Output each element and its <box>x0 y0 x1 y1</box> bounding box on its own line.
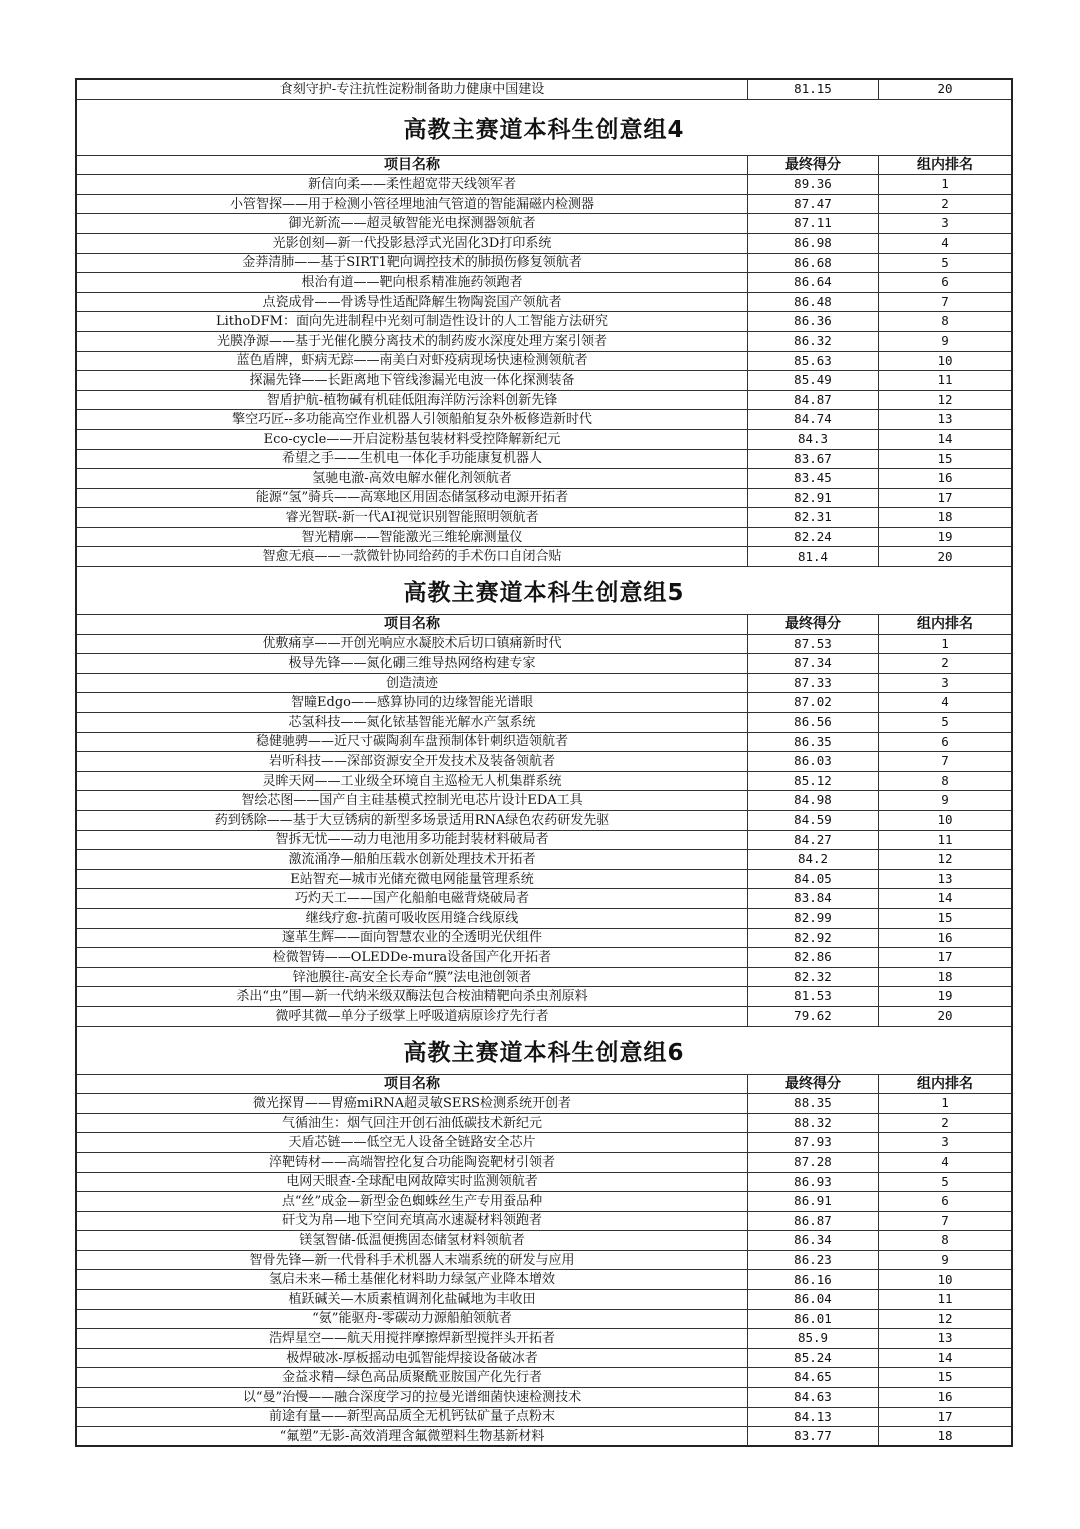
score-cell: 87.53 <box>747 635 878 654</box>
score-cell: 86.68 <box>747 254 878 273</box>
score-cell: 81.53 <box>747 987 878 1006</box>
score-cell: 86.56 <box>747 713 878 732</box>
rank-cell: 9 <box>878 1251 1011 1270</box>
header-project-name: 项目名称 <box>384 156 440 173</box>
rank-cell: 3 <box>878 674 1011 693</box>
table-row <box>77 948 1011 968</box>
rank-cell: 15 <box>878 450 1011 469</box>
table-row <box>77 772 1011 792</box>
table-row <box>77 752 1011 772</box>
rank-cell: 1 <box>878 635 1011 654</box>
group-section <box>77 100 1011 567</box>
project-name-cell: 淬靶铸材——高端智控化复合功能陶瓷靶材引领者 <box>268 1154 555 1170</box>
score-cell: 85.49 <box>747 371 878 390</box>
score-cell: 84.65 <box>747 1368 878 1387</box>
table-row <box>77 234 1011 254</box>
rank-cell: 17 <box>878 948 1011 967</box>
table-row <box>77 450 1011 470</box>
project-name-cell: 智光精廓——智能激光三维轮廓测量仪 <box>301 529 523 545</box>
project-name-cell: 继线疗愈-抗菌可吸收医用缝合线原线 <box>305 910 519 926</box>
rank-cell: 11 <box>878 371 1011 390</box>
project-name-cell: 优敷痛享——开创光响应水凝胶术后切口镇痛新时代 <box>262 636 562 652</box>
project-name-cell: 氢驰电澈-高效电解水催化剂领航者 <box>312 470 512 486</box>
score-cell: 86.64 <box>747 273 878 292</box>
rank-cell: 15 <box>878 909 1011 928</box>
rank-cell: 6 <box>878 1192 1011 1211</box>
rank-cell: 12 <box>878 850 1011 869</box>
project-name-cell: 新信向柔——柔性超宽带天线领军者 <box>307 176 516 192</box>
rank-cell: 10 <box>878 352 1011 371</box>
score-cell: 82.32 <box>747 968 878 987</box>
score-cell: 86.93 <box>747 1173 878 1192</box>
rank-cell: 5 <box>878 254 1011 273</box>
project-name-cell: 以“曼”治慢——融合深度学习的拉曼光谱细菌快速检测技术 <box>242 1389 582 1405</box>
table-row <box>77 391 1011 411</box>
rank-cell: 9 <box>878 332 1011 351</box>
table-row <box>77 1388 1011 1408</box>
project-name-cell: 灵眸天网——工业级全环境自主巡检无人机集群系统 <box>262 773 562 789</box>
project-name-cell: 药到锈除——基于大豆锈病的新型多场景适用RNA绿色农药研发先驱 <box>214 812 610 828</box>
table-row <box>77 352 1011 372</box>
rank-cell: 3 <box>878 1133 1011 1152</box>
rank-cell: 20 <box>878 80 1011 99</box>
table-row <box>77 850 1011 870</box>
header-final-score: 最终得分 <box>747 1075 878 1094</box>
score-cell: 86.48 <box>747 293 878 312</box>
score-cell: 84.63 <box>747 1388 878 1407</box>
table-row <box>77 1349 1011 1369</box>
score-cell: 87.28 <box>747 1153 878 1172</box>
table-row <box>77 791 1011 811</box>
rank-cell: 1 <box>878 1094 1011 1113</box>
project-name-cell: 镁氢智储-低温便携固态储氢材料领航者 <box>299 1233 525 1249</box>
project-name-cell: 浩焊星空——航天用搅拌摩擦焊新型搅拌头开拓者 <box>268 1331 555 1347</box>
rank-cell: 2 <box>878 195 1011 214</box>
rank-cell: 17 <box>878 1408 1011 1427</box>
table-row <box>77 1329 1011 1349</box>
project-name-cell: 点“丝”成金—新型金色蜘蛛丝生产专用蚕品种 <box>281 1193 543 1209</box>
project-name-cell: 光影创刻—新一代投影悬浮式光固化3D打印系统 <box>272 235 552 251</box>
rank-cell: 14 <box>878 430 1011 449</box>
score-cell: 86.32 <box>747 332 878 351</box>
rank-cell: 16 <box>878 1388 1011 1407</box>
rank-cell: 5 <box>878 713 1011 732</box>
score-cell: 84.98 <box>747 791 878 810</box>
table-row <box>77 1270 1011 1290</box>
table-row <box>77 1094 1011 1114</box>
score-cell: 88.32 <box>747 1114 878 1133</box>
project-name-cell: 锌池膜往-高安全长寿命“膜”法电池创领者 <box>292 969 532 985</box>
score-cell: 83.77 <box>747 1427 878 1445</box>
table-row <box>77 312 1011 332</box>
score-cell: 79.62 <box>747 1007 878 1026</box>
table-row <box>77 811 1011 831</box>
score-cell: 84.3 <box>747 430 878 449</box>
rank-cell: 15 <box>878 1368 1011 1387</box>
project-name-cell: 睿光智联-新一代AI视觉识别智能照明领航者 <box>285 510 539 526</box>
rank-cell: 3 <box>878 214 1011 233</box>
table-row <box>77 1173 1011 1193</box>
table-row <box>77 1427 1011 1447</box>
score-cell: 82.92 <box>747 929 878 948</box>
rank-cell: 1 <box>878 175 1011 194</box>
rank-cell: 4 <box>878 234 1011 253</box>
rank-cell: 16 <box>878 929 1011 948</box>
rank-cell: 19 <box>878 987 1011 1006</box>
table-row <box>77 410 1011 430</box>
project-name-cell: 天盾芯链——低空无人设备全链路安全芯片 <box>288 1135 536 1151</box>
project-name-cell: 蓝色盾牌，虾病无踪——南美白对虾疫病现场快速检测领航者 <box>236 353 588 369</box>
score-cell: 84.87 <box>747 391 878 410</box>
header-group-rank: 组内排名 <box>878 1075 1011 1094</box>
project-name-cell: 根治有道——靶向根系精准施药领跑者 <box>301 274 523 290</box>
header-project-name: 项目名称 <box>384 1075 440 1092</box>
table-row <box>77 929 1011 949</box>
project-name-cell: 光膜净源——基于光催化膜分离技术的制药废水深度处理方案引领者 <box>216 333 607 349</box>
rank-cell: 14 <box>878 1349 1011 1368</box>
rank-cell: 4 <box>878 1153 1011 1172</box>
table-row <box>77 1290 1011 1310</box>
table-row <box>77 1368 1011 1388</box>
header-group-rank: 组内排名 <box>878 615 1011 634</box>
project-name-cell: 稳健驰骋——近尺寸碳陶刹车盘预制体针刺织造领航者 <box>255 734 568 750</box>
project-name-cell: 前途有量——新型高品质全无机钙钛矿量子点粉末 <box>268 1409 555 1425</box>
project-name-cell: 气循油生：烟气回注开创石油低碳技术新纪元 <box>281 1115 542 1131</box>
rank-cell: 8 <box>878 772 1011 791</box>
rank-cell: 5 <box>878 1173 1011 1192</box>
table-row <box>77 1007 1011 1027</box>
table-row <box>77 870 1011 890</box>
project-name-cell: 智瞳Edgo——感算协同的边缘智能光谱眼 <box>291 695 533 711</box>
table-row <box>77 1408 1011 1428</box>
table-row <box>77 214 1011 234</box>
project-name-cell: 创造渍迹 <box>385 675 438 691</box>
group-title: 高教主赛道本科生创意组6 <box>77 1027 1011 1075</box>
table-row <box>77 968 1011 988</box>
table-row <box>77 713 1011 733</box>
score-cell: 84.74 <box>747 410 878 429</box>
score-cell: 85.12 <box>747 772 878 791</box>
table-row <box>77 674 1011 694</box>
rank-cell: 13 <box>878 410 1011 429</box>
table-row <box>77 889 1011 909</box>
score-cell: 88.35 <box>747 1094 878 1113</box>
score-cell: 89.36 <box>747 175 878 194</box>
project-name-cell: 希望之手——生机电一体化手功能康复机器人 <box>281 451 542 467</box>
score-cell: 82.91 <box>747 489 878 508</box>
project-name-cell: 微呼其微—单分子级掌上呼吸道病原诊疗先行者 <box>275 1008 549 1024</box>
project-name-cell: 智骨先锋—新一代骨科手术机器人末端系统的研发与应用 <box>249 1252 575 1268</box>
score-cell: 86.34 <box>747 1231 878 1250</box>
rank-cell: 10 <box>878 1270 1011 1289</box>
score-cell: 82.86 <box>747 948 878 967</box>
table-row <box>77 508 1011 528</box>
table-row <box>77 332 1011 352</box>
project-name-cell: 智盾护航-植物碱有机硅低阻海洋防污涂料创新先锋 <box>266 392 558 408</box>
rank-cell: 8 <box>878 312 1011 331</box>
table-row <box>77 254 1011 274</box>
table-row <box>77 654 1011 674</box>
rank-cell: 18 <box>878 1427 1011 1445</box>
table-row <box>77 1231 1011 1251</box>
rank-cell: 13 <box>878 870 1011 889</box>
project-name-cell: 金益求精—绿色高品质聚酰亚胺国产化先行者 <box>281 1370 542 1386</box>
header-final-score: 最终得分 <box>747 156 878 175</box>
results-table <box>75 78 1013 1447</box>
table-row <box>77 987 1011 1007</box>
project-name-cell: 电网天眼查-全球配电网故障实时监测领航者 <box>286 1174 538 1190</box>
project-name-cell: 矸戈为帛—地下空间充填高水速凝材料领跑者 <box>281 1213 542 1229</box>
score-cell: 85.63 <box>747 352 878 371</box>
score-cell: 82.24 <box>747 528 878 547</box>
project-name-cell: 邃革生辉——面向智慧农业的全透明光伏组件 <box>281 930 542 946</box>
score-cell: 84.05 <box>747 870 878 889</box>
project-name-cell: 能源“氢”骑兵——高寒地区用固态储氢移动电源开拓者 <box>255 490 569 506</box>
project-name-cell: 巧灼天工——国产化船舶电磁背烧破局者 <box>294 891 529 907</box>
rank-cell: 11 <box>878 1290 1011 1309</box>
score-cell: 83.67 <box>747 450 878 469</box>
project-name-cell: Eco-cycle——开启淀粉基包装材料受控降解新纪元 <box>263 431 561 447</box>
project-name-cell: 小管智探——用于检测小管径埋地油气管道的智能漏磁内检测器 <box>229 196 594 212</box>
score-cell: 86.91 <box>747 1192 878 1211</box>
table-row <box>77 273 1011 293</box>
score-cell: 86.35 <box>747 733 878 752</box>
table-row <box>77 693 1011 713</box>
project-name-cell: 氢启未来—稀土基催化材料助力绿氢产业降本增效 <box>268 1272 555 1288</box>
score-cell: 86.04 <box>747 1290 878 1309</box>
table-row <box>77 1310 1011 1330</box>
project-name-cell: LithoDFM：面向先进制程中光刻可制造性设计的人工智能方法研究 <box>216 314 608 330</box>
group-title: 高教主赛道本科生创意组5 <box>77 567 1011 615</box>
rank-cell: 10 <box>878 811 1011 830</box>
project-name-cell: 智绘芯图——国产自主硅基模式控制光电芯片设计EDA工具 <box>241 793 583 809</box>
table-row <box>77 195 1011 215</box>
table-row <box>77 1114 1011 1134</box>
project-name-cell: 岩听科技——深部资源安全开发技术及装备领航者 <box>268 754 555 770</box>
table-row <box>77 371 1011 391</box>
score-cell: 86.98 <box>747 234 878 253</box>
rank-cell: 20 <box>878 1007 1011 1026</box>
rank-cell: 7 <box>878 1212 1011 1231</box>
project-name-cell: 极焊破冰-厚板摇动电弧智能焊接设备破冰者 <box>286 1350 538 1366</box>
score-cell: 82.31 <box>747 508 878 527</box>
score-cell: 86.01 <box>747 1310 878 1329</box>
project-name-cell: E站智充—城市光储充微电网能量管理系统 <box>290 871 534 887</box>
group-section <box>77 567 1011 1026</box>
rank-cell: 12 <box>878 1310 1011 1329</box>
table-row <box>77 80 1011 100</box>
table-header-row <box>77 1075 1011 1095</box>
score-cell: 86.87 <box>747 1212 878 1231</box>
project-name-cell: 金莽清肺——基于SIRT1靶向调控技术的肺损伤修复领航者 <box>242 255 582 271</box>
rank-cell: 8 <box>878 1231 1011 1250</box>
group-section <box>77 1027 1011 1447</box>
table-row <box>77 430 1011 450</box>
score-cell: 85.24 <box>747 1349 878 1368</box>
score-cell: 83.84 <box>747 889 878 908</box>
rank-cell: 7 <box>878 293 1011 312</box>
rank-cell: 7 <box>878 752 1011 771</box>
project-name-cell: 芯氢科技——氮化铱基智能光解水产氢系统 <box>288 714 536 730</box>
rank-cell: 17 <box>878 489 1011 508</box>
score-cell: 84.59 <box>747 811 878 830</box>
rank-cell: 2 <box>878 654 1011 673</box>
rank-cell: 4 <box>878 693 1011 712</box>
project-name-cell: 检微智铸——OLEDDe-mura设备国产化开拓者 <box>272 949 552 965</box>
score-cell: 81.4 <box>747 547 878 566</box>
rank-cell: 14 <box>878 889 1011 908</box>
table-row <box>77 1192 1011 1212</box>
score-cell: 84.2 <box>747 850 878 869</box>
project-name-cell: 智拆无忧——动力电池用多功能封装材料破局者 <box>275 832 549 848</box>
score-cell: 86.16 <box>747 1270 878 1289</box>
rank-cell: 11 <box>878 831 1011 850</box>
project-name-cell: 植跃碱关—木质素植调剂化盐碱地为丰收田 <box>288 1291 536 1307</box>
project-name-cell: 极导先锋——氮化硼三维导热网络构建专家 <box>288 656 536 672</box>
project-name-cell: 点瓷成骨——骨诱导性适配降解生物陶瓷国产领航者 <box>262 294 562 310</box>
score-cell: 85.9 <box>747 1329 878 1348</box>
project-name-cell: 食刻守护-专注抗性淀粉制备助力健康中国建设 <box>279 81 545 97</box>
table-row <box>77 469 1011 489</box>
table-row <box>77 489 1011 509</box>
rank-cell: 2 <box>878 1114 1011 1133</box>
table-row <box>77 175 1011 195</box>
table-row <box>77 547 1011 567</box>
score-cell: 87.11 <box>747 214 878 233</box>
header-final-score: 最终得分 <box>747 615 878 634</box>
table-row <box>77 831 1011 851</box>
rank-cell: 6 <box>878 273 1011 292</box>
header-project-name: 项目名称 <box>384 616 440 633</box>
table-header-row <box>77 615 1011 635</box>
project-name-cell: 激流涌净—船舶压载水创新处理技术开拓者 <box>288 851 536 867</box>
table-row <box>77 909 1011 929</box>
project-name-cell: “氨”能驱舟-零碳动力源船舶领航者 <box>312 1311 512 1327</box>
score-cell: 87.47 <box>747 195 878 214</box>
rank-cell: 16 <box>878 469 1011 488</box>
score-cell: 87.02 <box>747 693 878 712</box>
table-row <box>77 1153 1011 1173</box>
project-name-cell: 微光探胃——胃癌miRNA超灵敏SERS检测系统开创者 <box>252 1095 572 1111</box>
score-cell: 87.34 <box>747 654 878 673</box>
score-cell: 83.45 <box>747 469 878 488</box>
score-cell: 87.33 <box>747 674 878 693</box>
score-cell: 81.15 <box>747 80 878 99</box>
rank-cell: 19 <box>878 528 1011 547</box>
rank-cell: 18 <box>878 968 1011 987</box>
score-cell: 87.93 <box>747 1133 878 1152</box>
header-group-rank: 组内排名 <box>878 156 1011 175</box>
table-row <box>77 635 1011 655</box>
rank-cell: 13 <box>878 1329 1011 1348</box>
project-name-cell: 御光新流——超灵敏智能光电探测器领航者 <box>288 216 536 232</box>
table-row <box>77 733 1011 753</box>
table-row <box>77 293 1011 313</box>
group-sections <box>77 100 1011 1447</box>
table-header-row <box>77 156 1011 176</box>
project-name-cell: 擎空巧匠--多功能高空作业机器人引领船舶复杂外板修造新时代 <box>232 412 592 428</box>
rank-cell: 9 <box>878 791 1011 810</box>
table-row <box>77 1133 1011 1153</box>
score-cell: 84.27 <box>747 831 878 850</box>
score-cell: 86.23 <box>747 1251 878 1270</box>
table-row <box>77 1212 1011 1232</box>
score-cell: 86.03 <box>747 752 878 771</box>
rank-cell: 18 <box>878 508 1011 527</box>
table-row <box>77 528 1011 548</box>
table-row <box>77 1251 1011 1271</box>
rank-cell: 6 <box>878 733 1011 752</box>
project-name-cell: “氟塑”无影-高效消理含氟微塑料生物基新材料 <box>279 1428 545 1444</box>
score-cell: 84.13 <box>747 1408 878 1427</box>
score-cell: 86.36 <box>747 312 878 331</box>
project-name-cell: 探漏先锋——长距离地下管线渗漏光电波一体化探测装备 <box>249 372 575 388</box>
project-name-cell: 杀出“虫”围—新一代纳米级双酶法包合桉油精靶向杀虫剂原料 <box>236 989 588 1005</box>
rank-cell: 20 <box>878 547 1011 566</box>
rank-cell: 12 <box>878 391 1011 410</box>
project-name-cell: 智愈无痕——一款微针协同给药的手术伤口自闭合贴 <box>262 549 562 565</box>
group-title: 高教主赛道本科生创意组4 <box>77 100 1011 156</box>
score-cell: 82.99 <box>747 909 878 928</box>
